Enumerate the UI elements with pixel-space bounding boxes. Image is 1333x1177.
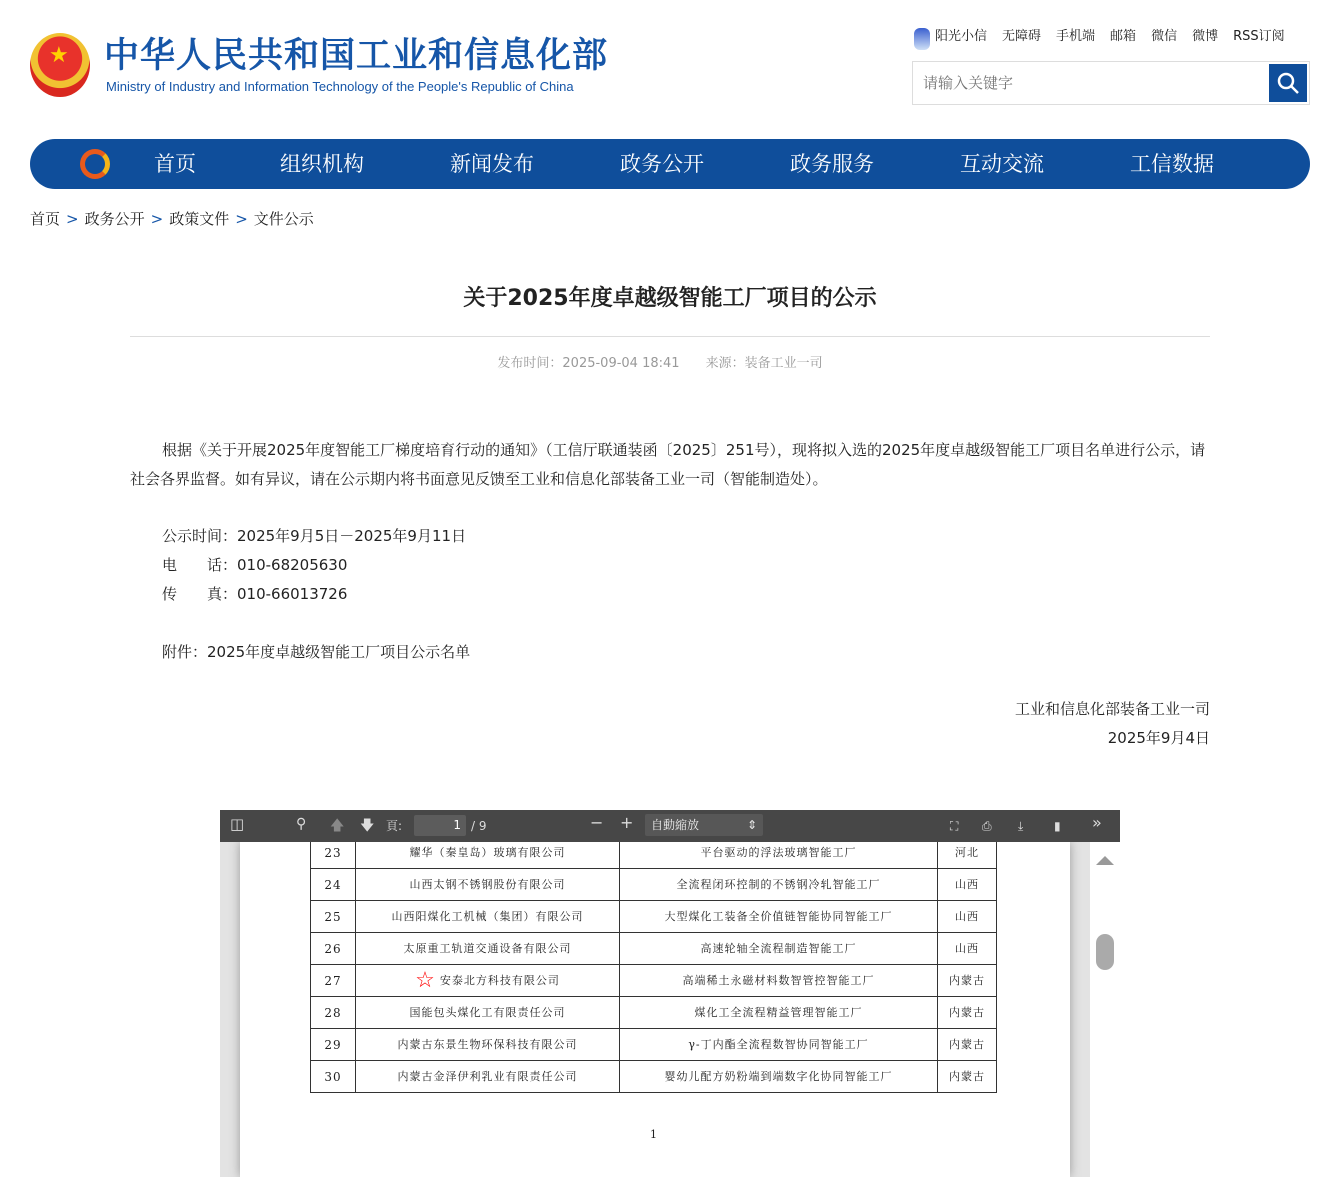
row-number	[311, 965, 356, 997]
article-meta	[0, 355, 1320, 373]
cell-text: 23	[324, 845, 342, 860]
company-cell	[356, 1029, 620, 1061]
cell-text: 山西阳煤化工机械（集团）有限公司	[391, 909, 584, 923]
link-mobile[interactable]: 手机端	[1056, 29, 1096, 44]
select-arrows-icon: ⇕	[746, 818, 757, 832]
cell-text: 山西太钢不锈钢股份有限公司	[409, 877, 566, 891]
cell-text: 高速轮轴全流程制造智能工厂	[700, 941, 857, 955]
row-number	[311, 1029, 356, 1061]
nav-logo-icon	[80, 149, 110, 179]
page-number-input[interactable]: 1	[414, 815, 466, 836]
region-cell	[938, 965, 997, 997]
table-row	[311, 1061, 997, 1093]
search-input[interactable]	[913, 62, 1267, 104]
factory-cell	[620, 901, 938, 933]
cell-text: 内蒙古	[949, 1037, 985, 1051]
cell-text: 29	[324, 1037, 342, 1052]
factory-cell	[620, 997, 938, 1029]
factory-cell	[620, 869, 938, 901]
region-cell	[938, 901, 997, 933]
search-icon	[1276, 71, 1300, 95]
crumb-home[interactable]: 首页	[30, 210, 61, 228]
zoom-in-icon[interactable]: +	[620, 813, 634, 832]
cell-text: 内蒙古东景生物环保科技有限公司	[397, 1037, 578, 1051]
link-weibo[interactable]: 微博	[1192, 29, 1219, 44]
cell-text: 婴幼儿配方奶粉端到端数字化协同智能工厂	[664, 1069, 893, 1083]
source: 来源：装备工业一司	[705, 356, 823, 371]
table-row	[311, 901, 997, 933]
site-title[interactable]: 中华人民共和国工业和信息化部	[104, 36, 609, 76]
nav-home[interactable]: 首页	[154, 152, 196, 176]
phone: 电 话：010-68205630	[162, 556, 348, 574]
table-row	[311, 842, 997, 869]
cell-text: 太原重工轨道交通设备有限公司	[403, 941, 572, 955]
cell-text: 内蒙古金泽伊利乳业有限责任公司	[397, 1069, 578, 1083]
main-nav	[30, 139, 1310, 189]
previous-page-icon[interactable]: 🡅	[330, 818, 345, 834]
cell-text: 内蒙古	[949, 1005, 985, 1019]
crumb-separator: >	[150, 210, 164, 228]
fax: 传 真：010-66013726	[162, 585, 348, 603]
star-icon: ☆	[415, 967, 436, 993]
crumb-separator: >	[66, 210, 79, 228]
crumb-policy[interactable]: 政策文件	[169, 210, 230, 228]
next-page-icon[interactable]: 🡇	[360, 818, 375, 834]
attachment[interactable]: 附件：2025年度卓越级智能工厂项目公示名单	[162, 643, 471, 661]
notice-period: 公示时间：2025年9月5日－2025年9月11日	[162, 527, 467, 545]
cell-text: 内蒙古	[949, 1069, 985, 1083]
region-cell	[938, 933, 997, 965]
more-tools-icon[interactable]: »	[1092, 813, 1102, 832]
company-cell	[356, 901, 620, 933]
cell-text: 高端稀土永磁材料数智管控智能工厂	[682, 973, 875, 987]
body-paragraph: 根据《关于开展2025年度智能工厂梯度培育行动的通知》（工信厅联通装函〔2025〕251号），现将拟入选的2025年度卓越级智能工厂项目名单进行公示，请社会各界监督。如有异议，请在公示期内将书面意见反馈至工业和信息化部装备工业一司（智能制造处）。	[130, 441, 1206, 488]
cell-text: 国能包头煤化工有限责任公司	[409, 1005, 566, 1019]
cell-text: 27	[324, 973, 342, 988]
cell-text: 安泰北方科技有限公司	[439, 973, 560, 987]
signer: 工业和信息化部装备工业一司	[1014, 700, 1210, 718]
table-row	[311, 869, 997, 901]
company-cell	[356, 842, 620, 869]
pdf-page	[240, 842, 1070, 1177]
divider	[130, 336, 1210, 337]
pdf-viewer	[220, 810, 1120, 1177]
nav-news[interactable]: 新闻发布	[450, 152, 534, 176]
scroll-up-icon[interactable]	[1096, 856, 1114, 865]
print-icon[interactable]: ⎙	[982, 819, 992, 833]
row-number	[311, 901, 356, 933]
site-subtitle: Ministry of Industry and Information Technology of the People's Republic of China	[106, 79, 574, 94]
page-label: 頁:	[386, 819, 403, 833]
row-number	[311, 997, 356, 1029]
crumb-separator: >	[235, 210, 248, 228]
nav-gov-affairs[interactable]: 政务公开	[620, 152, 704, 176]
national-emblem-logo[interactable]	[30, 33, 90, 97]
company-cell	[356, 869, 620, 901]
breadcrumb	[30, 209, 314, 229]
region-cell	[938, 842, 997, 869]
cell-text: 大型煤化工装备全价值链智能协同智能工厂	[664, 909, 893, 923]
link-mail[interactable]: 邮箱	[1110, 29, 1137, 44]
sign-date: 2025年9月4日	[1107, 729, 1210, 747]
zoom-out-icon[interactable]: −	[590, 813, 604, 832]
link-rss[interactable]: RSS订阅	[1233, 29, 1285, 44]
bookmark-icon[interactable]: ▮	[1054, 819, 1061, 833]
crumb-gov[interactable]: 政务公开	[84, 210, 145, 228]
cell-text: 煤化工全流程精益管理智能工厂	[694, 1005, 863, 1019]
company-cell	[356, 997, 620, 1029]
zoom-value: 自動縮放	[651, 818, 700, 832]
search-button[interactable]	[1269, 64, 1307, 102]
nav-gov-service[interactable]: 政务服务	[790, 152, 874, 176]
table-row	[311, 997, 997, 1029]
company-cell	[356, 1061, 620, 1093]
company-cell	[356, 965, 620, 997]
link-accessibility[interactable]: 无障碍	[1002, 29, 1042, 44]
row-number	[311, 842, 356, 869]
crumb-notice[interactable]: 文件公示	[253, 210, 314, 228]
top-links	[914, 28, 1285, 50]
region-cell	[938, 1061, 997, 1093]
find-icon[interactable]: ⚲	[296, 816, 307, 832]
cell-text: 全流程闭环控制的不锈钢冷轧智能工厂	[676, 877, 881, 891]
region-cell	[938, 869, 997, 901]
robot-icon	[914, 28, 930, 50]
cell-text: 耀华（秦皇岛）玻璃有限公司	[409, 845, 566, 859]
cell-text: 30	[324, 1069, 342, 1084]
factory-cell	[620, 933, 938, 965]
cell-text: 山西	[955, 909, 979, 923]
factory-cell	[620, 1029, 938, 1061]
link-wechat[interactable]: 微信	[1151, 29, 1178, 44]
cell-text: 平台驱动的浮法玻璃智能工厂	[700, 845, 857, 859]
company-cell	[356, 933, 620, 965]
zoom-select[interactable]	[645, 814, 763, 836]
factory-cell	[620, 1061, 938, 1093]
row-number	[311, 1061, 356, 1093]
cell-text: 河北	[955, 845, 979, 859]
region-cell	[938, 1029, 997, 1061]
row-number	[311, 933, 356, 965]
cell-text: 24	[324, 877, 342, 892]
table-row	[311, 933, 997, 965]
region-cell	[938, 997, 997, 1029]
nav-data[interactable]: 工信数据	[1130, 152, 1214, 176]
pdf-scrollbar[interactable]	[1090, 842, 1120, 1177]
cell-text: 内蒙古	[949, 973, 985, 987]
fullscreen-icon[interactable]: ⛶	[950, 819, 959, 833]
factory-cell	[620, 842, 938, 869]
cell-text: 25	[324, 909, 342, 924]
cell-text: γ-丁内酯全流程数智协同智能工厂	[688, 1037, 869, 1051]
row-number	[311, 869, 356, 901]
link-sunshine[interactable]: 阳光小信	[935, 29, 988, 44]
project-table	[310, 842, 997, 1093]
page-number: 1	[650, 1128, 657, 1141]
page-total: / 9	[471, 819, 487, 833]
cell-text: 山西	[955, 941, 979, 955]
article-title: 关于2025年度卓越级智能工厂项目的公示	[463, 286, 877, 311]
cell-text: 28	[324, 1005, 342, 1020]
cell-text: 山西	[955, 877, 979, 891]
publish-time: 发布时间：2025-09-04 18:41	[497, 356, 680, 371]
download-icon[interactable]: ⤓	[1018, 819, 1024, 833]
sidebar-toggle-icon[interactable]: ◫	[230, 815, 245, 833]
pdf-toolbar	[220, 810, 1120, 842]
nav-organization[interactable]: 组织机构	[280, 152, 364, 176]
scroll-thumb[interactable]	[1096, 934, 1114, 970]
nav-interaction[interactable]: 互动交流	[960, 152, 1044, 176]
cell-text: 26	[324, 941, 342, 956]
search-box	[912, 61, 1310, 105]
table-row	[311, 965, 997, 997]
factory-cell	[620, 965, 938, 997]
table-row	[311, 1029, 997, 1061]
